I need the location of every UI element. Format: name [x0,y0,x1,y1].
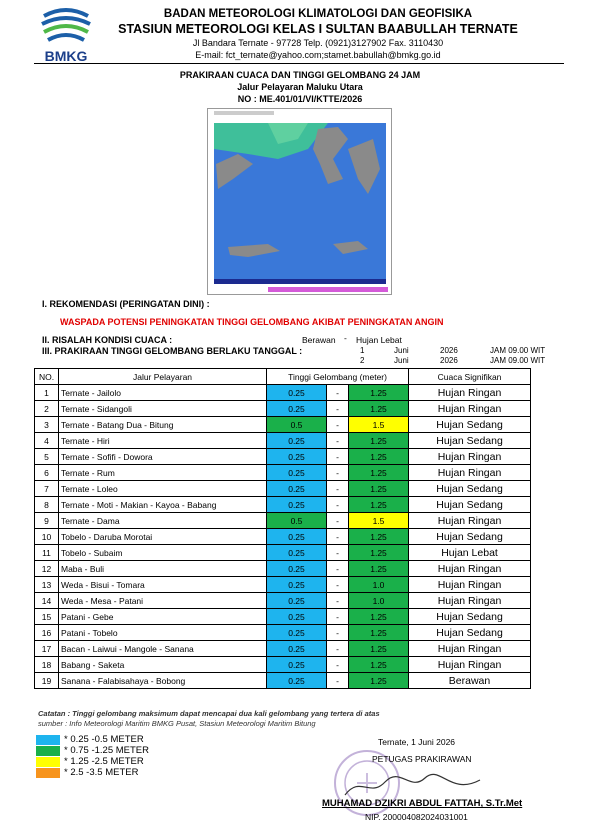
cell-height-max: 1.25 [349,561,409,577]
cell-weather: Hujan Sedang [409,609,531,625]
station-address: Jl Bandara Ternate - 97728 Telp. (0921)3127902 Fax. 3110430 [192,38,444,48]
cell-route: Ternate - Hiri [59,433,267,449]
cell-height-min: 0.25 [267,577,327,593]
section-2-label: II. RISALAH KONDISI CUACA : [42,335,173,345]
warning-text: WASPADA POTENSI PENINGKATAN TINGGI GELOMBANG AKIBAT PENINGKATAN ANGIN [60,317,444,327]
wave-forecast-map [207,108,392,295]
cell-route: Ternate - Rum [59,465,267,481]
cell-route: Weda - Bisui - Tomara [59,577,267,593]
cell-route: Ternate - Dama [59,513,267,529]
cell-height-max: 1.25 [349,449,409,465]
cell-height-dash: - [327,513,349,529]
cell-height-dash: - [327,657,349,673]
cell-height-dash: - [327,577,349,593]
officer-name: MUHAMAD DZIKRI ABDUL FATTAH, S.Tr.Met [322,798,523,809]
cell-height-dash: - [327,481,349,497]
cell-weather: Hujan Ringan [409,561,531,577]
cell-no: 16 [35,625,59,641]
cell-route: Tobelo - Daruba Morotai [59,529,267,545]
cell-height-max: 1.5 [349,417,409,433]
cell-route: Bacan - Laiwui - Mangole - Sanana [59,641,267,657]
table-header-row [35,369,531,385]
cell-weather: Hujan Lebat [409,545,531,561]
cell-height-max: 1.25 [349,609,409,625]
col-header-no: NO. [35,369,59,385]
cell-route: Patani - Gebe [59,609,267,625]
legend-swatch [36,746,60,756]
cell-no: 12 [35,561,59,577]
officer-role: PETUGAS PRAKIRAWAN [372,754,472,764]
date1-month: Juni [394,346,409,355]
cell-route: Ternate - Batang Dua - Bitung [59,417,267,433]
header-divider [34,63,564,64]
cell-weather: Hujan Ringan [409,657,531,673]
cell-weather: Hujan Ringan [409,465,531,481]
cell-weather: Hujan Ringan [409,449,531,465]
cell-height-dash: - [327,497,349,513]
doc-number: NO : ME.401/01/VI/KTTE/2026 [237,94,363,104]
table-row [35,513,531,529]
legend-label: * 0.75 -1.25 METER [64,745,150,756]
table-row [35,577,531,593]
legend-label: * 2.5 -3.5 METER [64,767,139,778]
cell-height-min: 0.25 [267,609,327,625]
cell-height-dash: - [327,529,349,545]
date1-day: 1 [360,346,365,355]
table-row [35,609,531,625]
cell-height-max: 1.25 [349,465,409,481]
table-row [35,529,531,545]
doc-title: PRAKIRAAN CUACA DAN TINGGI GELOMBANG 24 JAM [179,70,421,80]
cell-height-max: 1.25 [349,625,409,641]
cell-weather: Hujan Sedang [409,417,531,433]
section-1-label: I. REKOMENDASI (PERINGATAN DINI) : [42,299,210,309]
col-header-height: Tinggi Gelombang (meter) [267,369,409,385]
cell-weather: Hujan Ringan [409,401,531,417]
cell-route: Ternate - Moti - Makian - Kayoa - Babang [59,497,267,513]
condition-1: Berawan [302,335,336,345]
cell-height-min: 0.25 [267,641,327,657]
table-row [35,417,531,433]
bmkg-logo [38,6,94,66]
cell-height-dash: - [327,417,349,433]
cell-weather: Hujan Sedang [409,433,531,449]
legend-swatch [36,735,60,745]
cell-height-max: 1.5 [349,513,409,529]
handwritten-signature [340,770,490,800]
cell-height-min: 0.25 [267,385,327,401]
cell-height-min: 0.25 [267,449,327,465]
doc-subtitle: Jalur Pelayaran Maluku Utara [237,82,363,92]
cell-no: 14 [35,593,59,609]
cell-height-max: 1.25 [349,433,409,449]
cell-height-dash: - [327,625,349,641]
table-row [35,625,531,641]
cell-height-max: 1.25 [349,385,409,401]
table-row [35,385,531,401]
cell-height-max: 1.25 [349,401,409,417]
cell-height-dash: - [327,609,349,625]
cell-no: 19 [35,673,59,689]
cell-weather: Berawan [409,673,531,689]
cell-height-min: 0.5 [267,513,327,529]
cell-route: Maba - Buli [59,561,267,577]
legend-item [36,767,138,778]
table-row [35,497,531,513]
cell-height-min: 0.25 [267,497,327,513]
legend-label: * 1.25 -2.5 METER [64,756,144,767]
cell-no: 8 [35,497,59,513]
legend-label: * 0.25 -0.5 METER [64,734,144,745]
cell-no: 2 [35,401,59,417]
officer-nip: NIP. 200004082024031001 [365,812,468,822]
cell-weather: Hujan Ringan [409,513,531,529]
cell-weather: Hujan Sedang [409,625,531,641]
cell-height-max: 1.25 [349,545,409,561]
date2-time: JAM 09.00 WIT [490,356,546,365]
legend-swatch [36,757,60,767]
table-row [35,673,531,689]
cell-height-dash: - [327,593,349,609]
note-source: sumber : Info Meteorologi Maritim BMKG Pusat, Stasiun Meteorologi Maritim Bitung [38,719,316,728]
date1-time: JAM 09.00 WIT [490,346,546,355]
cell-height-min: 0.25 [267,673,327,689]
cell-height-max: 1.25 [349,641,409,657]
legend-item [36,734,144,745]
section-3-label: III. PRAKIRAAN TINGGI GELOMBANG BERLAKU TANGGAL : [42,346,303,356]
cell-no: 3 [35,417,59,433]
cell-height-min: 0.25 [267,465,327,481]
cell-height-dash: - [327,673,349,689]
date1-year: 2026 [440,346,458,355]
cell-height-min: 0.25 [267,593,327,609]
cell-no: 17 [35,641,59,657]
cell-no: 10 [35,529,59,545]
col-header-weather: Cuaca Signifikan [409,369,531,385]
cell-height-max: 1.0 [349,577,409,593]
cell-route: Babang - Saketa [59,657,267,673]
place-date: Ternate, 1 Juni 2026 [378,737,456,747]
cell-no: 13 [35,577,59,593]
table-row [35,657,531,673]
date2-month: Juni [394,356,409,365]
wave-table [34,368,531,689]
cell-height-max: 1.25 [349,673,409,689]
table-row [35,433,531,449]
cell-height-min: 0.5 [267,417,327,433]
cell-height-min: 0.25 [267,401,327,417]
cell-height-dash: - [327,449,349,465]
table-body [35,385,531,689]
table-row [35,401,531,417]
cell-no: 5 [35,449,59,465]
table-row [35,561,531,577]
date2-day: 2 [360,356,365,365]
cell-no: 1 [35,385,59,401]
cell-height-max: 1.25 [349,481,409,497]
cell-height-min: 0.25 [267,529,327,545]
cell-route: Patani - Tobelo [59,625,267,641]
cell-height-dash: - [327,641,349,657]
station-name: STASIUN METEOROLOGI KELAS I SULTAN BAABULLAH TERNATE [118,22,518,36]
cell-no: 4 [35,433,59,449]
agency-name: BADAN METEOROLOGI KLIMATOLOGI DAN GEOFISIKA [163,8,473,20]
cell-weather: Hujan Sedang [409,497,531,513]
table-row [35,481,531,497]
cell-weather: Hujan Ringan [409,641,531,657]
cell-height-max: 1.25 [349,657,409,673]
date2-year: 2026 [440,356,458,365]
cell-route: Weda - Mesa - Patani [59,593,267,609]
cell-height-min: 0.25 [267,561,327,577]
col-header-route: Jalur Pelayaran [59,369,267,385]
cell-route: Ternate - Jailolo [59,385,267,401]
cell-route: Sanana - Falabisahaya - Bobong [59,673,267,689]
table-row [35,641,531,657]
legend-swatch [36,768,60,778]
legend-item [36,756,144,767]
table-row [35,593,531,609]
note-max-wave: Catatan : Tinggi gelombang maksimum dapat mencapai dua kali gelombang yang tertera di atas [38,709,380,718]
cell-height-dash: - [327,545,349,561]
cell-route: Ternate - Sofifi - Dowora [59,449,267,465]
cell-height-min: 0.25 [267,433,327,449]
table-row [35,545,531,561]
cell-height-min: 0.25 [267,657,327,673]
cell-height-max: 1.25 [349,497,409,513]
cell-height-dash: - [327,385,349,401]
cell-height-dash: - [327,561,349,577]
table-row [35,449,531,465]
cell-height-max: 1.0 [349,593,409,609]
cell-route: Ternate - Sidangoli [59,401,267,417]
cell-height-dash: - [327,433,349,449]
cell-no: 9 [35,513,59,529]
legend-item [36,745,149,756]
table-row [35,465,531,481]
cell-height-dash: - [327,401,349,417]
cell-route: Tobelo - Subaim [59,545,267,561]
cell-no: 15 [35,609,59,625]
cell-weather: Hujan Sedang [409,481,531,497]
cell-height-max: 1.25 [349,529,409,545]
cell-weather: Hujan Ringan [409,385,531,401]
cell-no: 18 [35,657,59,673]
cell-no: 7 [35,481,59,497]
cell-weather: Hujan Ringan [409,593,531,609]
condition-2: Hujan Lebat [356,335,402,345]
cell-weather: Hujan Sedang [409,529,531,545]
station-email: E-mail: fct_ternate@yahoo.com;stamet.babullah@bmkg.go.id [195,50,441,60]
cell-height-min: 0.25 [267,545,327,561]
cell-weather: Hujan Ringan [409,577,531,593]
cell-route: Ternate - Loleo [59,481,267,497]
cell-no: 11 [35,545,59,561]
cell-height-min: 0.25 [267,481,327,497]
condition-dash: - [344,333,347,343]
cell-height-min: 0.25 [267,625,327,641]
cell-no: 6 [35,465,59,481]
cell-height-dash: - [327,465,349,481]
logo-text: BMKG [44,48,88,64]
